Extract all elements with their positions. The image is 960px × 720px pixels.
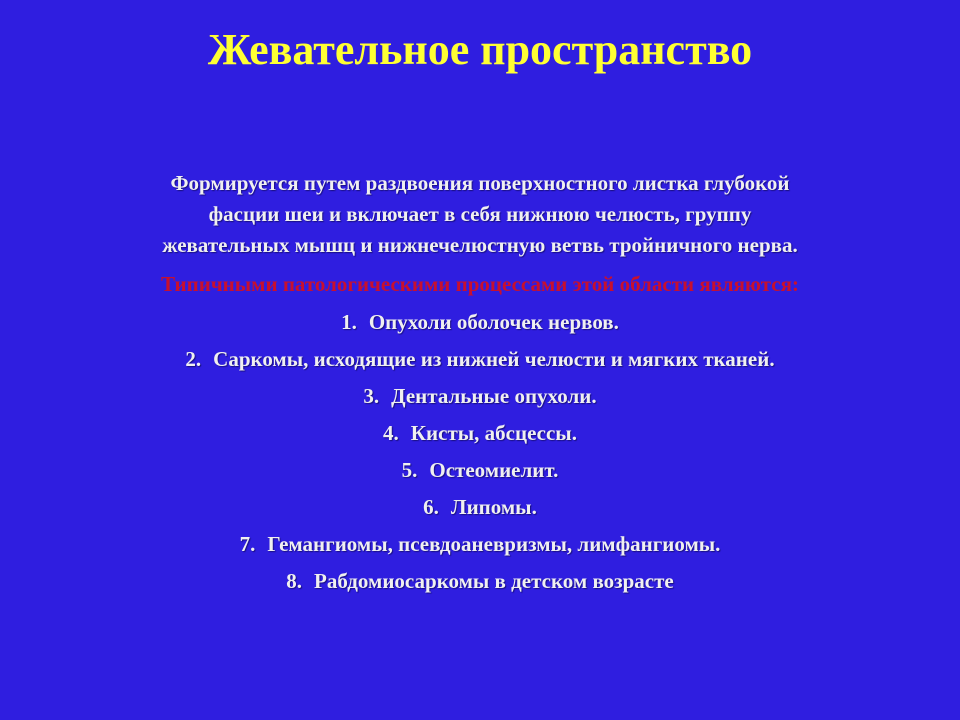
list-item-text: Саркомы, исходящие из нижней челюсти и мягких тканей. (213, 347, 775, 371)
list-item-number: 7. (239, 532, 256, 556)
intro-line: фасции шеи и включает в себя нижнюю челюсть, группу (208, 202, 752, 226)
list-item-text: Кисты, абсцессы. (410, 421, 577, 445)
subheading: Типичными патологическими процессами этой области являются: (161, 272, 799, 296)
list-item (0, 489, 960, 526)
list-item-number: 4. (383, 421, 399, 445)
list-item-number: 3. (363, 384, 380, 408)
list-item-text: Остеомиелит. (429, 458, 559, 482)
list-item (0, 304, 960, 341)
intro-line: Формируется путем раздвоения поверхностного листка глубокой (170, 171, 790, 195)
pathology-list (0, 304, 960, 600)
slide-title: Жевательное пространство (207, 25, 753, 74)
list-item-number: 8. (286, 569, 302, 593)
intro-line: жевательных мышц и нижнечелюстную ветвь тройничного нерва. (162, 233, 798, 257)
list-item (0, 341, 960, 378)
list-item-number: 6. (423, 495, 439, 519)
list-item (0, 563, 960, 600)
list-item-text: Липомы. (450, 495, 537, 519)
list-item-text: Дентальные опухоли. (391, 384, 597, 408)
list-item-number: 2. (185, 347, 202, 371)
list-item (0, 452, 960, 489)
list-item (0, 526, 960, 563)
intro-paragraph (60, 168, 900, 261)
list-item-number: 1. (341, 310, 357, 334)
list-item-text: Гемангиомы, псевдоаневризмы, лимфангиомы. (267, 532, 721, 556)
list-item-number: 5. (401, 458, 418, 482)
list-item (0, 415, 960, 452)
list-item-text: Опухоли оболочек нервов. (368, 310, 619, 334)
list-item (0, 378, 960, 415)
list-item-text: Рабдомиосаркомы в детском возрасте (314, 569, 674, 593)
